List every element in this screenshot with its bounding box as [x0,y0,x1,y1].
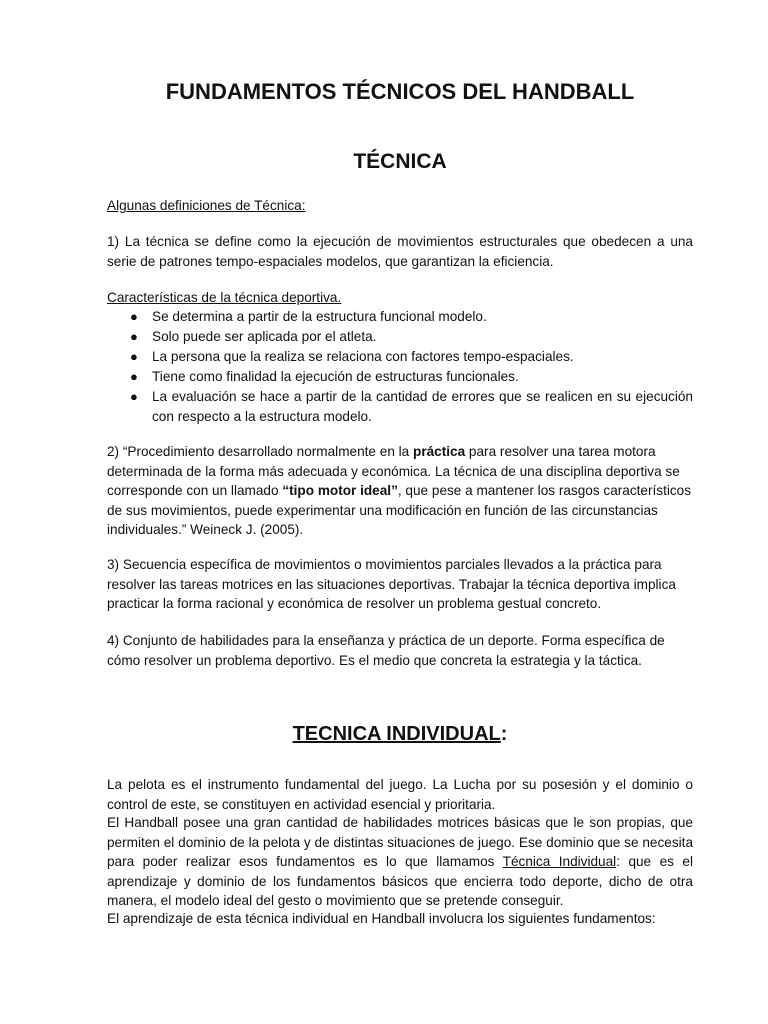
section-heading-tecnica: TÉCNICA [353,150,447,173]
document-title: FUNDAMENTOS TÉCNICOS DEL HANDBALL [165,79,635,104]
bullet-icon: ● [130,369,138,384]
definition-2: 2) “Procedimiento desarrollado normalmente en la práctica para resolver una tarea motora determinada de la forma más adecuada y económica. La técnica de una disciplina deportiva se corresponde con un llamado “tipo motor ideal”, que pese a mantener los rasgos característicos de sus movimientos, puede experimentar una modificación en función de las circunstancias individuales.” Weineck J. (2005). [107,444,692,537]
bullet-icon: ● [130,349,138,364]
bullet-icon: ● [130,389,138,404]
list-item: ● Solo puede ser aplicada por el atleta. [107,327,693,347]
list-item: ● Tiene como finalidad la ejecución de estructuras funcionales. [107,367,693,387]
bullet-icon: ● [130,329,138,344]
bullet-icon: ● [130,309,138,324]
definition-1: 1) La técnica se define como la ejecución de movimientos estructurales que obedecen a una serie de patrones tempo-espaciales modelos, que garantizan la eficiencia. [107,234,693,269]
paragraph-aprendizaje: El aprendizaje de esta técnica individual en Handball involucra los siguientes fundamentos: [107,911,656,926]
list-item: ● Se determina a partir de la estructura funcional modelo. [107,307,693,327]
definition-3: 3) Secuencia específica de movimientos o movimientos parciales llevados a la práctica para resolver las tareas motrices en las situaciones deportivas. Trabajar la técnica deportiva implica practicar la forma racional y económica de resolver un problema gestual concreto. [107,557,676,611]
characteristics-list [107,307,693,427]
list-item: ● La evaluación se hace a partir de la cantidad de errores que se realicen en su ejecución con respecto a la estructura modelo. [130,389,693,424]
characteristics-heading: Características de la técnica deportiva. [107,290,342,305]
section-heading-tecnica-individual: TECNICA INDIVIDUAL: [292,723,508,745]
paragraph-pelota: La pelota es el instrumento fundamental del juego. La Lucha por su posesión y el dominio o control de este, se constituyen en actividad esencial y prioritaria. [107,777,693,812]
definition-4: 4) Conjunto de habilidades para la enseñanza y práctica de un deporte. Forma específica de cómo resolver un problema deportivo. Es el medio que concreta la estrategia y la táctica. [107,633,665,668]
list-item: ● La persona que la realiza se relaciona con factores tempo-espaciales. [107,347,693,367]
definitions-heading: Algunas definiciones de Técnica: [107,198,306,213]
paragraph-handball: El Handball posee una gran cantidad de habilidades motrices básicas que le son propias, que permiten el dominio de la pelota y de distintas situaciones de juego. Ese dominio que se necesita para poder realizar esos fundamentos es lo que llamamos Técnica Individual: que es el aprendizaje y dominio de los fundamentos básicos que encierra todo deporte, dicho de otra manera, el modelo ideal del gesto o movimiento que se pretende conseguir. [107,815,694,908]
